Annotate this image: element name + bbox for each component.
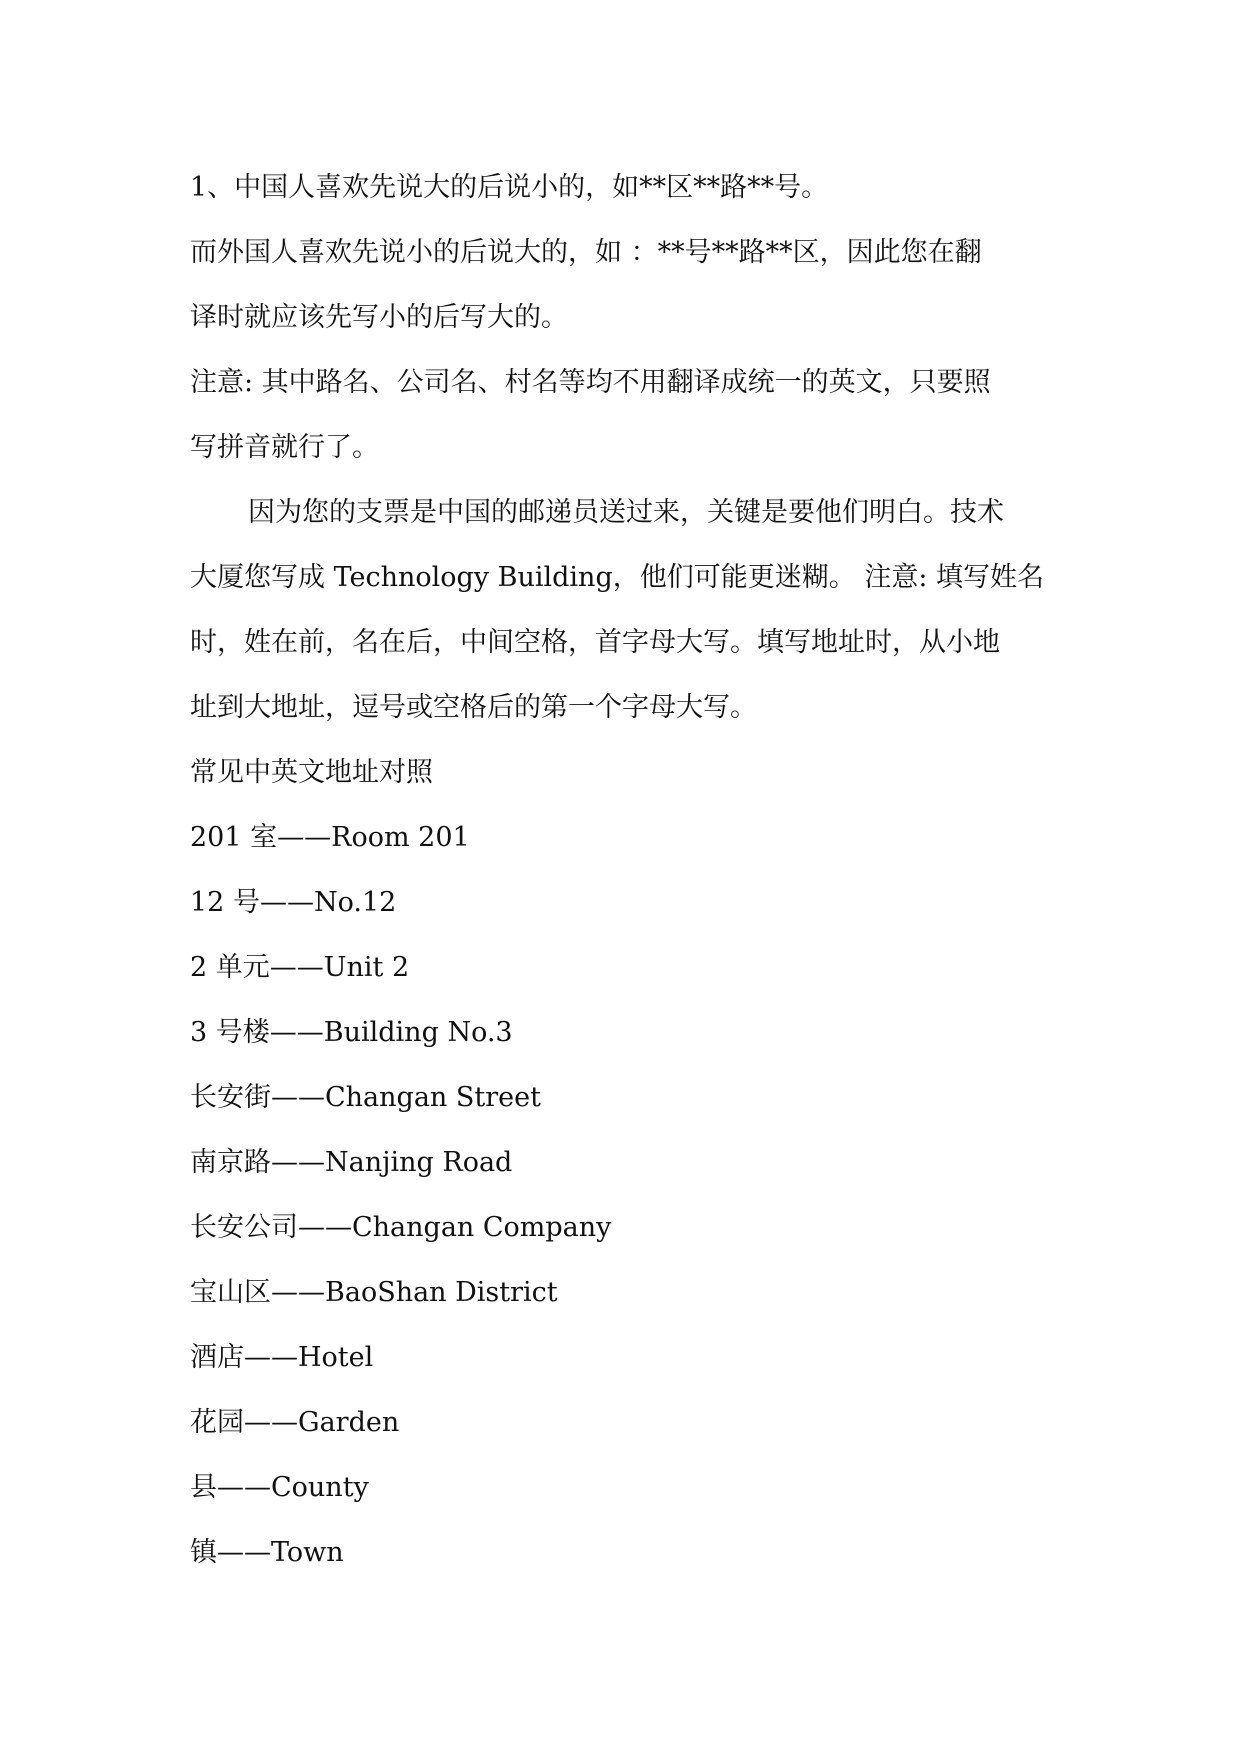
intro-line-3: 译时就应该先写小的后写大的。 <box>190 302 568 333</box>
intro-line-2: 而外国人喜欢先说小的后说大的，如 ：**号**路**区，因此您在翻 <box>190 237 982 268</box>
address-pair-town <box>190 1520 1060 1585</box>
address-en: Town <box>271 1537 344 1568</box>
address-cn: 2 单元 <box>190 952 270 983</box>
address-separator: —— <box>244 1342 298 1373</box>
address-separator: —— <box>269 1017 324 1048</box>
intro-line-1: 1、中国人喜欢先说大的后说小的，如**区**路**号。 <box>190 172 829 203</box>
address-pair-building <box>190 1000 1060 1065</box>
address-cn: 宝山区 <box>190 1277 271 1308</box>
address-separator: —— <box>271 1147 325 1178</box>
address-en: Nanjing Road <box>325 1147 513 1178</box>
address-pair-company <box>190 1195 1060 1260</box>
note-line-2: 写拼音就行了。 <box>190 432 379 463</box>
address-separator: —— <box>271 1082 325 1113</box>
address-pair-road <box>190 1130 1060 1195</box>
address-separator: —— <box>259 887 314 918</box>
paragraph-2-line-4: 址到大地址，逗号或空格后的第一个字母大写。 <box>190 692 757 723</box>
address-separator: —— <box>277 822 332 853</box>
address-cn: 酒店 <box>190 1342 244 1373</box>
address-en: Building No.3 <box>323 1017 513 1048</box>
address-pair-garden <box>190 1390 1060 1455</box>
paragraph-2-line-3: 时，姓在前，名在后，中间空格，首字母大写。填写地址时，从小地 <box>190 627 1000 658</box>
address-en: Unit 2 <box>323 952 410 983</box>
address-en: County <box>271 1472 369 1503</box>
address-pair-district <box>190 1260 1060 1325</box>
address-pair-unit <box>190 935 1060 1000</box>
address-cn: 长安公司 <box>190 1212 298 1243</box>
address-en: Hotel <box>298 1342 374 1373</box>
address-pair-number <box>190 870 1060 935</box>
address-en: Garden <box>298 1407 400 1438</box>
address-separator: —— <box>269 952 324 983</box>
address-separator: —— <box>271 1277 325 1308</box>
address-cn: 12 号 <box>190 887 260 918</box>
list-title: 常见中英文地址对照 <box>190 757 433 788</box>
address-cn: 县 <box>190 1472 217 1503</box>
address-cn: 3 号楼 <box>190 1017 270 1048</box>
address-separator: —— <box>217 1537 271 1568</box>
address-pair-county <box>190 1455 1060 1520</box>
address-en: Changan Street <box>325 1082 541 1113</box>
address-en: Room 201 <box>331 822 470 853</box>
address-en: No.12 <box>313 887 397 918</box>
address-cn: 南京路 <box>190 1147 271 1178</box>
document-body <box>190 155 1060 1585</box>
address-en: Changan Company <box>352 1212 612 1243</box>
address-en: BaoShan District <box>325 1277 558 1308</box>
address-pair-room <box>190 805 1060 870</box>
address-separator: —— <box>217 1472 271 1503</box>
address-cn: 镇 <box>190 1537 217 1568</box>
paragraph-2-line-1: 因为您的支票是中国的邮递员送过来，关键是要他们明白。技术 <box>248 497 1004 528</box>
address-pair-street <box>190 1065 1060 1130</box>
address-separator: —— <box>298 1212 352 1243</box>
address-cn: 长安街 <box>190 1082 271 1113</box>
address-cn: 花园 <box>190 1407 244 1438</box>
address-pair-hotel <box>190 1325 1060 1390</box>
paragraph-2-line-2: 大厦您写成 Technology Building，他们可能更迷糊。 注意: 填写姓名 <box>190 562 1044 593</box>
address-separator: —— <box>244 1407 298 1438</box>
note-line-1: 注意: 其中路名、公司名、村名等均不用翻译成统一的英文，只要照 <box>190 367 991 398</box>
address-cn: 201 室 <box>190 822 278 853</box>
